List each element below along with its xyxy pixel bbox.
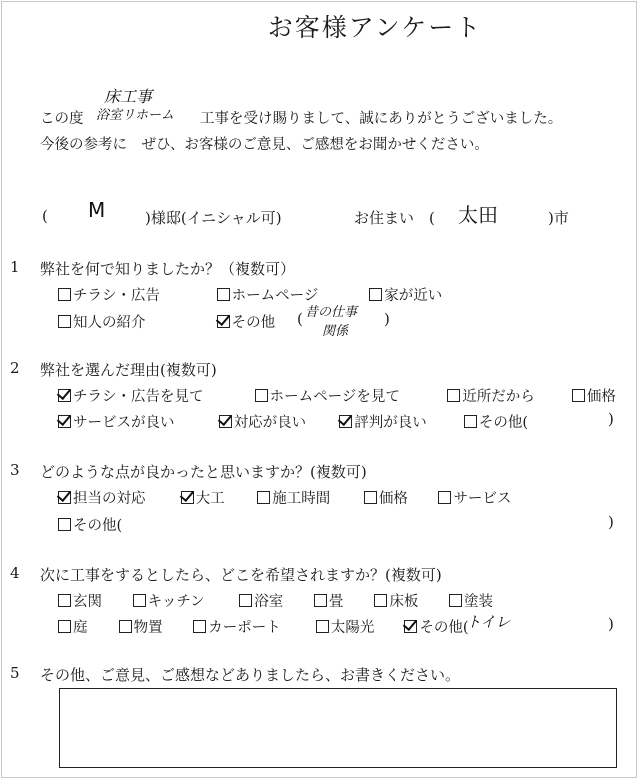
q1-row2 [58, 311, 289, 332]
checkbox[interactable] [374, 594, 387, 607]
q4-other-hand: トイレ [466, 613, 511, 631]
intro-line2: 今後の参考に ぜひ、お客様のご意見、ご感想をお聞かせください。 [40, 137, 489, 153]
q2-option-flyer[interactable]: チラシ・広告を見て [58, 385, 236, 406]
q2-option-other[interactable]: その他( [464, 411, 528, 432]
checkbox[interactable] [447, 389, 460, 402]
q1-other-close: ) [384, 310, 390, 328]
checkbox-checked[interactable] [404, 620, 417, 633]
q4-option-solar[interactable]: 太陽光 [316, 616, 386, 637]
q1-other-open: ( [297, 310, 303, 328]
checkbox[interactable] [217, 288, 230, 301]
q4-option-garden[interactable]: 庭 [58, 616, 100, 637]
q3-option-construction-time[interactable]: 施工時間 [257, 487, 345, 508]
q4-option-tatami[interactable]: 畳 [314, 590, 356, 611]
handwritten-work-top: 床工事 [104, 87, 153, 106]
checkbox[interactable] [257, 491, 270, 504]
q3-row2 [58, 514, 136, 535]
q3-option-price[interactable]: 価格 [364, 487, 420, 508]
q2-option-service[interactable]: サービスが良い [58, 411, 200, 432]
q2-row2 [58, 411, 542, 432]
q4-option-kitchen[interactable]: キッチン [133, 590, 221, 611]
city-suffix: )市 [548, 209, 569, 227]
customer-name-suffix: )様邸(イニシャル可) [145, 209, 282, 227]
checkbox[interactable] [58, 315, 71, 328]
q2-other-close: ) [608, 410, 614, 428]
q2-option-homepage[interactable]: ホームページを見て [255, 385, 429, 406]
q2-option-price[interactable]: 価格 [572, 385, 616, 406]
q4-option-bathroom[interactable]: 浴室 [239, 590, 295, 611]
q3-option-carpenter[interactable]: 大工 [181, 487, 239, 508]
customer-city[interactable]: 太田 [458, 203, 498, 227]
handwritten-work-bottom: 浴室リホーム [96, 108, 175, 123]
q4-row2 [58, 616, 483, 637]
q4-text: 次に工事をするとしたら、どこを希望されますか？(複数可) [40, 566, 442, 584]
q4-number: 4 [10, 564, 20, 582]
checkbox[interactable] [438, 491, 451, 504]
comments-textarea[interactable] [59, 688, 617, 768]
checkbox[interactable] [193, 620, 206, 633]
q4-option-painting[interactable]: 塗装 [449, 590, 493, 611]
q4-option-entrance[interactable]: 玄関 [58, 590, 114, 611]
q3-number: 3 [10, 461, 20, 479]
checkbox-checked[interactable] [58, 491, 71, 504]
checkbox[interactable] [364, 491, 377, 504]
q3-other-close: ) [608, 513, 614, 531]
q5-text: その他、ご意見、ご感想などありましたら、お書きください。 [40, 666, 461, 684]
q2-row1 [58, 385, 630, 406]
q1-option-near-home[interactable]: 家が近い [369, 284, 442, 305]
survey-title: お客様アンケート [267, 13, 483, 42]
checkbox-checked[interactable] [219, 415, 232, 428]
q4-option-carport[interactable]: カーポート [193, 616, 297, 637]
checkbox[interactable] [316, 620, 329, 633]
checkbox-checked[interactable] [217, 315, 230, 328]
q1-text: 弊社を何で知りましたか？（複数可） [40, 260, 296, 278]
checkbox[interactable] [314, 594, 327, 607]
q1-row1 [58, 284, 456, 305]
checkbox[interactable] [572, 389, 585, 402]
checkbox[interactable] [464, 415, 477, 428]
intro-line1-prefix: この度 [40, 111, 84, 127]
q1-option-flyer[interactable]: チラシ・広告 [58, 284, 198, 305]
checkbox[interactable] [449, 594, 462, 607]
checkbox[interactable] [58, 594, 71, 607]
checkbox[interactable] [239, 594, 252, 607]
q5-number: 5 [10, 664, 20, 682]
q3-row1 [58, 487, 525, 508]
q4-option-other[interactable]: その他( [404, 616, 468, 637]
checkbox-checked[interactable] [58, 389, 71, 402]
intro-line1-suffix: 工事を受け賜りまして、誠にありがとうございました。 [200, 111, 563, 127]
checkbox[interactable] [369, 288, 382, 301]
q1-option-referral[interactable]: 知人の紹介 [58, 311, 198, 332]
q1-option-other[interactable]: その他 [217, 311, 276, 332]
q1-other-hand-bottom: 関係 [322, 324, 349, 339]
q2-text: 弊社を選んだ理由(複数可) [40, 361, 217, 379]
q4-option-floorboard[interactable]: 床板 [374, 590, 430, 611]
q1-option-homepage[interactable]: ホームページ [217, 284, 351, 305]
checkbox[interactable] [58, 518, 71, 531]
checkbox[interactable] [255, 389, 268, 402]
q2-option-nearby[interactable]: 近所だから [447, 385, 553, 406]
checkbox-checked[interactable] [58, 415, 71, 428]
checkbox[interactable] [119, 620, 132, 633]
q3-option-staff[interactable]: 担当の対応 [58, 487, 162, 508]
q2-number: 2 [10, 359, 20, 377]
address-label: お住まい ( [354, 209, 435, 227]
checkbox-checked[interactable] [339, 415, 352, 428]
q2-option-response[interactable]: 対応が良い [219, 411, 321, 432]
q3-option-service[interactable]: サービス [438, 487, 511, 508]
checkbox[interactable] [133, 594, 146, 607]
customer-open-paren: ( [42, 207, 48, 225]
checkbox[interactable] [58, 288, 71, 301]
q3-option-other[interactable]: その他( [58, 514, 122, 535]
checkbox[interactable] [58, 620, 71, 633]
q4-option-storage[interactable]: 物置 [119, 616, 175, 637]
q1-number: 1 [10, 258, 20, 276]
q3-text: どのような点が良かったと思いますか？(複数可) [40, 463, 367, 481]
customer-initial[interactable]: M [88, 198, 106, 222]
checkbox-checked[interactable] [181, 491, 194, 504]
q4-other-close: ) [608, 615, 614, 633]
q4-row1 [58, 590, 507, 611]
q1-other-hand-top: 昔の仕事 [305, 305, 358, 320]
q2-option-reputation[interactable]: 評判が良い [339, 411, 445, 432]
